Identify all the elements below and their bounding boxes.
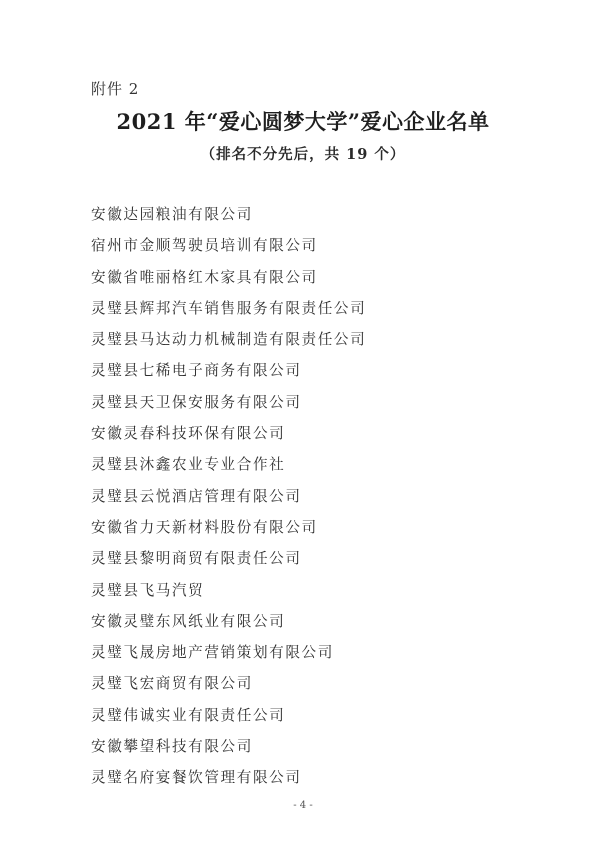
attachment-label: 附件 2 [91,80,140,98]
list-item: 灵璧名府宴餐饮管理有限公司 [91,769,302,787]
list-item: 灵璧县辉邦汽车销售服务有限责任公司 [91,299,367,317]
list-item: 安徽灵春科技环保有限公司 [91,425,286,443]
list-item: 灵璧伟诚实业有限责任公司 [91,706,286,724]
list-item: 灵璧县沐鑫农业专业合作社 [91,456,286,474]
list-item: 灵璧飞晟房地产营销策划有限公司 [91,644,334,662]
document-title: 2021 年“爱心圆梦大学”爱心企业名单 [116,109,490,134]
list-item: 安徽省力天新材料股份有限公司 [91,518,318,536]
list-item: 灵璧飞宏商贸有限公司 [91,675,253,693]
document-subtitle: （排名不分先后，共 19 个） [200,146,406,163]
list-item: 安徽攀望科技有限公司 [91,738,253,756]
list-item: 灵璧县七稀电子商务有限公司 [91,362,302,380]
list-item: 灵璧县天卫保安服务有限公司 [91,393,302,411]
list-item: 灵璧县云悦酒店管理有限公司 [91,487,302,505]
list-item: 安徽达园粮油有限公司 [91,206,253,223]
company-list [91,204,366,799]
list-item: 宿州市金顺驾驶员培训有限公司 [91,237,318,255]
list-item: 灵璧县黎明商贸有限责任公司 [91,550,302,568]
list-item: 安徽省唯丽格红木家具有限公司 [91,268,318,286]
page-number: - 4 - [293,800,313,811]
list-item: 安徽灵璧东风纸业有限公司 [91,612,286,630]
list-item: 灵璧县马达动力机械制造有限责任公司 [91,331,367,349]
list-item: 灵璧县飞马汽贸 [91,581,205,599]
